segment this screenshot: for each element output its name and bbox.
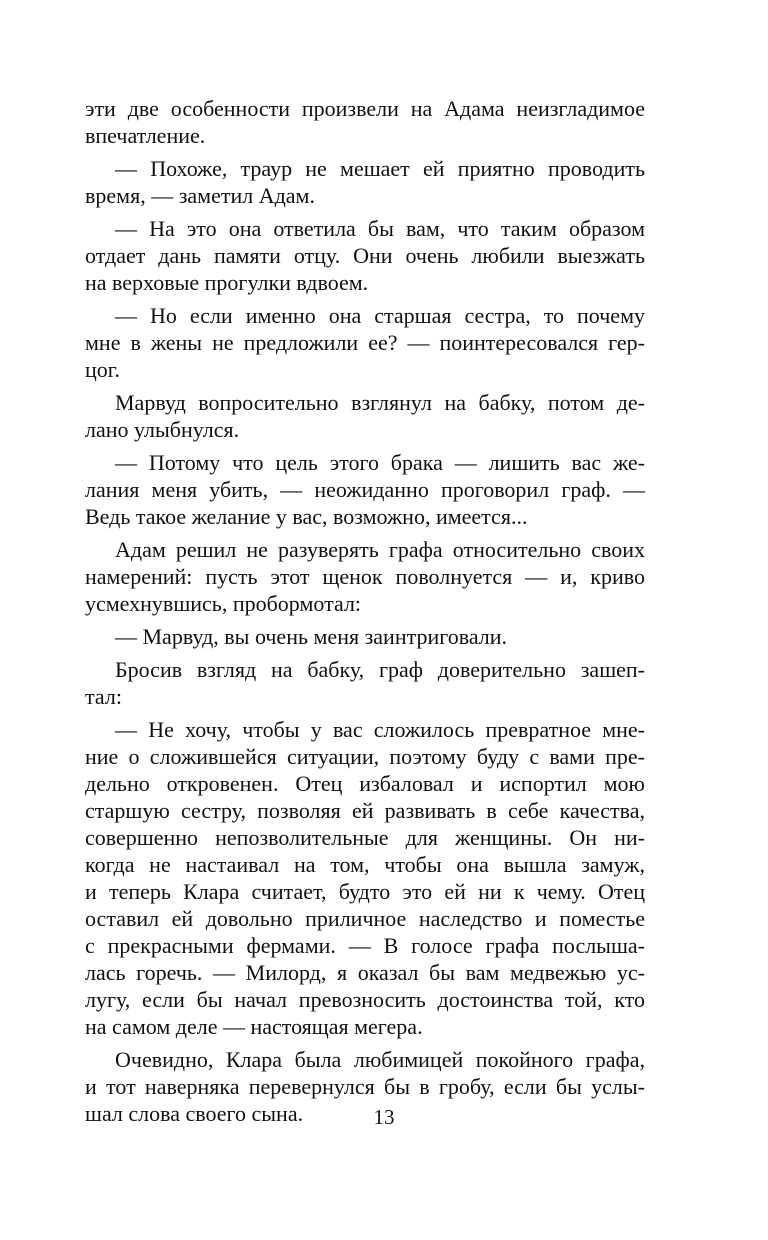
text-line: — Но если именно она старшая сестра, то почему (115, 303, 645, 328)
text-line: на самом деле — настоящая мегера. (85, 1014, 423, 1039)
paragraph (85, 449, 645, 530)
text-line: дельно откровенен. Отец избаловал и испортил мою (85, 771, 645, 796)
text-line: эти две особенности произвели на Адама неизгладимое (85, 96, 645, 121)
text-line: впечатление. (85, 123, 206, 148)
text-line: ние о сложившейся ситуации, поэтому буду с вами пре- (85, 744, 645, 769)
text-line: — Потому что цель этого брака — лишить вас же- (115, 450, 645, 475)
paragraph (85, 536, 645, 617)
text-line: Очевидно, Клара была любимицей покойного графа, (115, 1047, 645, 1072)
text-line: тал: (85, 684, 122, 709)
text-line: лугу, если бы начал превозносить достоинства той, кто (85, 987, 645, 1012)
text-line: намерений: пусть этот щенок поволнуется — и, криво (85, 564, 645, 589)
text-line: мне в жены не предложили ее? — поинтересовался гер- (85, 330, 645, 355)
paragraph (85, 95, 645, 149)
text-line: цог. (85, 357, 120, 382)
text-line: Бросив взгляд на бабку, граф доверительно зашеп- (115, 657, 645, 682)
paragraph (85, 656, 645, 710)
text-line: шал слова своего сына. (85, 1101, 304, 1126)
text-line: Адам решил не разуверять графа относительно своих (115, 537, 645, 562)
text-line: с прекрасными фермами. — В голосе графа послыша- (85, 933, 645, 958)
paragraph (85, 623, 645, 650)
text-line: — На это она ответила бы вам, что таким образом (115, 216, 645, 241)
text-line: совершенно непозволительные для женщины. Он ни- (85, 825, 645, 850)
text-line: — Не хочу, чтобы у вас сложилось превратное мне- (115, 717, 645, 742)
text-line: — Марвуд, вы очень меня заинтриговали. (115, 624, 508, 649)
text-line: время, — заметил Адам. (85, 183, 315, 208)
text-line: усмехнувшись, пробормотал: (85, 591, 362, 616)
text-line: старшую сестру, позволяя ей развивать в себе качества, (85, 798, 645, 823)
text-line: Ведь такое желание у вас, возможно, имеется... (85, 504, 528, 529)
text-line: — Похоже, траур не мешает ей приятно проводить (115, 156, 645, 181)
text-line: когда не настаивал на том, чтобы она вышла замуж, (85, 852, 645, 877)
text-line: и тот наверняка перевернулся бы в гробу, если бы услы- (85, 1074, 645, 1099)
text-line: лано улыбнулся. (85, 417, 240, 442)
text-line: на верховые прогулки вдвоем. (85, 270, 369, 295)
body-text (85, 95, 645, 1127)
paragraph (85, 302, 645, 383)
text-line: и теперь Клара считает, будто это ей ни к чему. Отец (85, 879, 645, 904)
paragraph (85, 716, 645, 1040)
paragraph (85, 155, 645, 209)
text-line: лась горечь. — Милорд, я оказал бы вам медвежью ус- (85, 960, 645, 985)
text-line: оставил ей довольно приличное наследство и поместье (85, 906, 645, 931)
text-line: Марвуд вопросительно взглянул на бабку, потом де- (115, 390, 645, 415)
text-line: лания меня убить, — неожиданно проговорил граф. — (85, 477, 645, 502)
page-number: 13 (373, 1105, 395, 1129)
text-line: отдает дань памяти отцу. Они очень любили выезжать (85, 243, 645, 268)
paragraph (85, 215, 645, 296)
paragraph (85, 389, 645, 443)
